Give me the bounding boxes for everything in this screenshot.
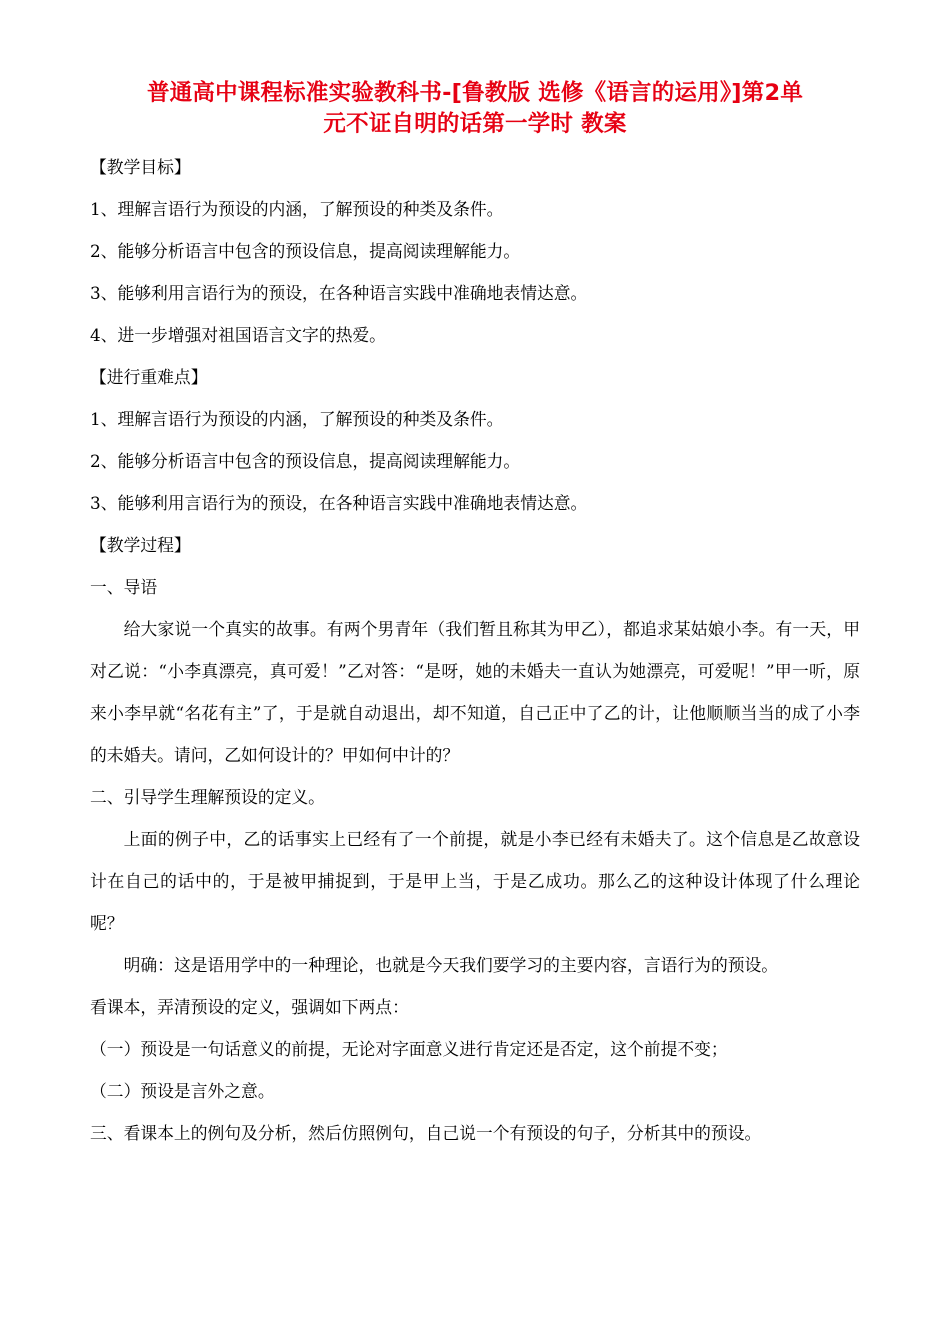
title-line-1: 普通高中课程标准实验教科书-[鲁教版 选修《语言的运用》]第2单	[146, 80, 804, 106]
process-heading: 【教学过程】	[90, 535, 191, 555]
step2-point-1: （一）预设是一句话意义的前提，无论对字面意义进行肯定还是否定，这个前提不变；	[90, 1039, 728, 1059]
title-line-2: 元不证自明的话第一学时 教案	[323, 111, 627, 137]
document-title	[90, 78, 860, 140]
step2-point-2: （二）预设是言外之意。	[90, 1081, 275, 1101]
step2-note: 看课本，弄清预设的定义，强调如下两点：	[90, 997, 409, 1017]
objectives-heading: 【教学目标】	[90, 157, 191, 177]
objective-item: 1、理解言语行为预设的内涵，了解预设的种类及条件。	[90, 199, 504, 219]
step1-heading: 一、导语	[90, 577, 158, 597]
keypoints-heading: 【进行重难点】	[90, 367, 208, 387]
objective-item: 4、进一步增强对祖国语言文字的热爱。	[90, 325, 386, 345]
keypoint-item: 1、理解言语行为预设的内涵，了解预设的种类及条件。	[90, 409, 504, 429]
step2-heading: 二、引导学生理解预设的定义。	[90, 787, 325, 807]
objective-item: 2、能够分析语言中包含的预设信息，提高阅读理解能力。	[90, 241, 521, 261]
keypoint-item: 2、能够分析语言中包含的预设信息，提高阅读理解能力。	[90, 451, 521, 471]
step3-heading: 三、看课本上的例句及分析，然后仿照例句，自己说一个有预设的句子，分析其中的预设。	[90, 1123, 762, 1143]
objective-item: 3、能够利用言语行为的预设，在各种语言实践中准确地表情达意。	[90, 283, 588, 303]
keypoint-item: 3、能够利用言语行为的预设，在各种语言实践中准确地表情达意。	[90, 493, 588, 513]
step1-paragraph: 给大家说一个真实的故事。有两个男青年（我们暂且称其为甲乙），都追求某姑娘小李。有一天，甲对乙说：“小李真漂亮，真可爱！”乙对答：“是呀，她的未婚夫一直认为她漂亮，可爱呢！”甲一听，原来小李早就“名花有主”了，于是就自动退出，却不知道，自己正中了乙的计，让他顺顺当当的成了小李的未婚夫。请问，乙如何设计的？甲如何中计的？	[90, 619, 860, 765]
step2-clarification: 明确：这是语用学中的一种理论，也就是今天我们要学习的主要内容，言语行为的预设。	[123, 955, 779, 975]
step2-paragraph: 上面的例子中，乙的话事实上已经有了一个前提，就是小李已经有未婚夫了。这个信息是乙故意设计在自己的话中的，于是被甲捕捉到，于是甲上当，于是乙成功。那么乙的这种设计体现了什么理论呢？	[90, 829, 860, 933]
